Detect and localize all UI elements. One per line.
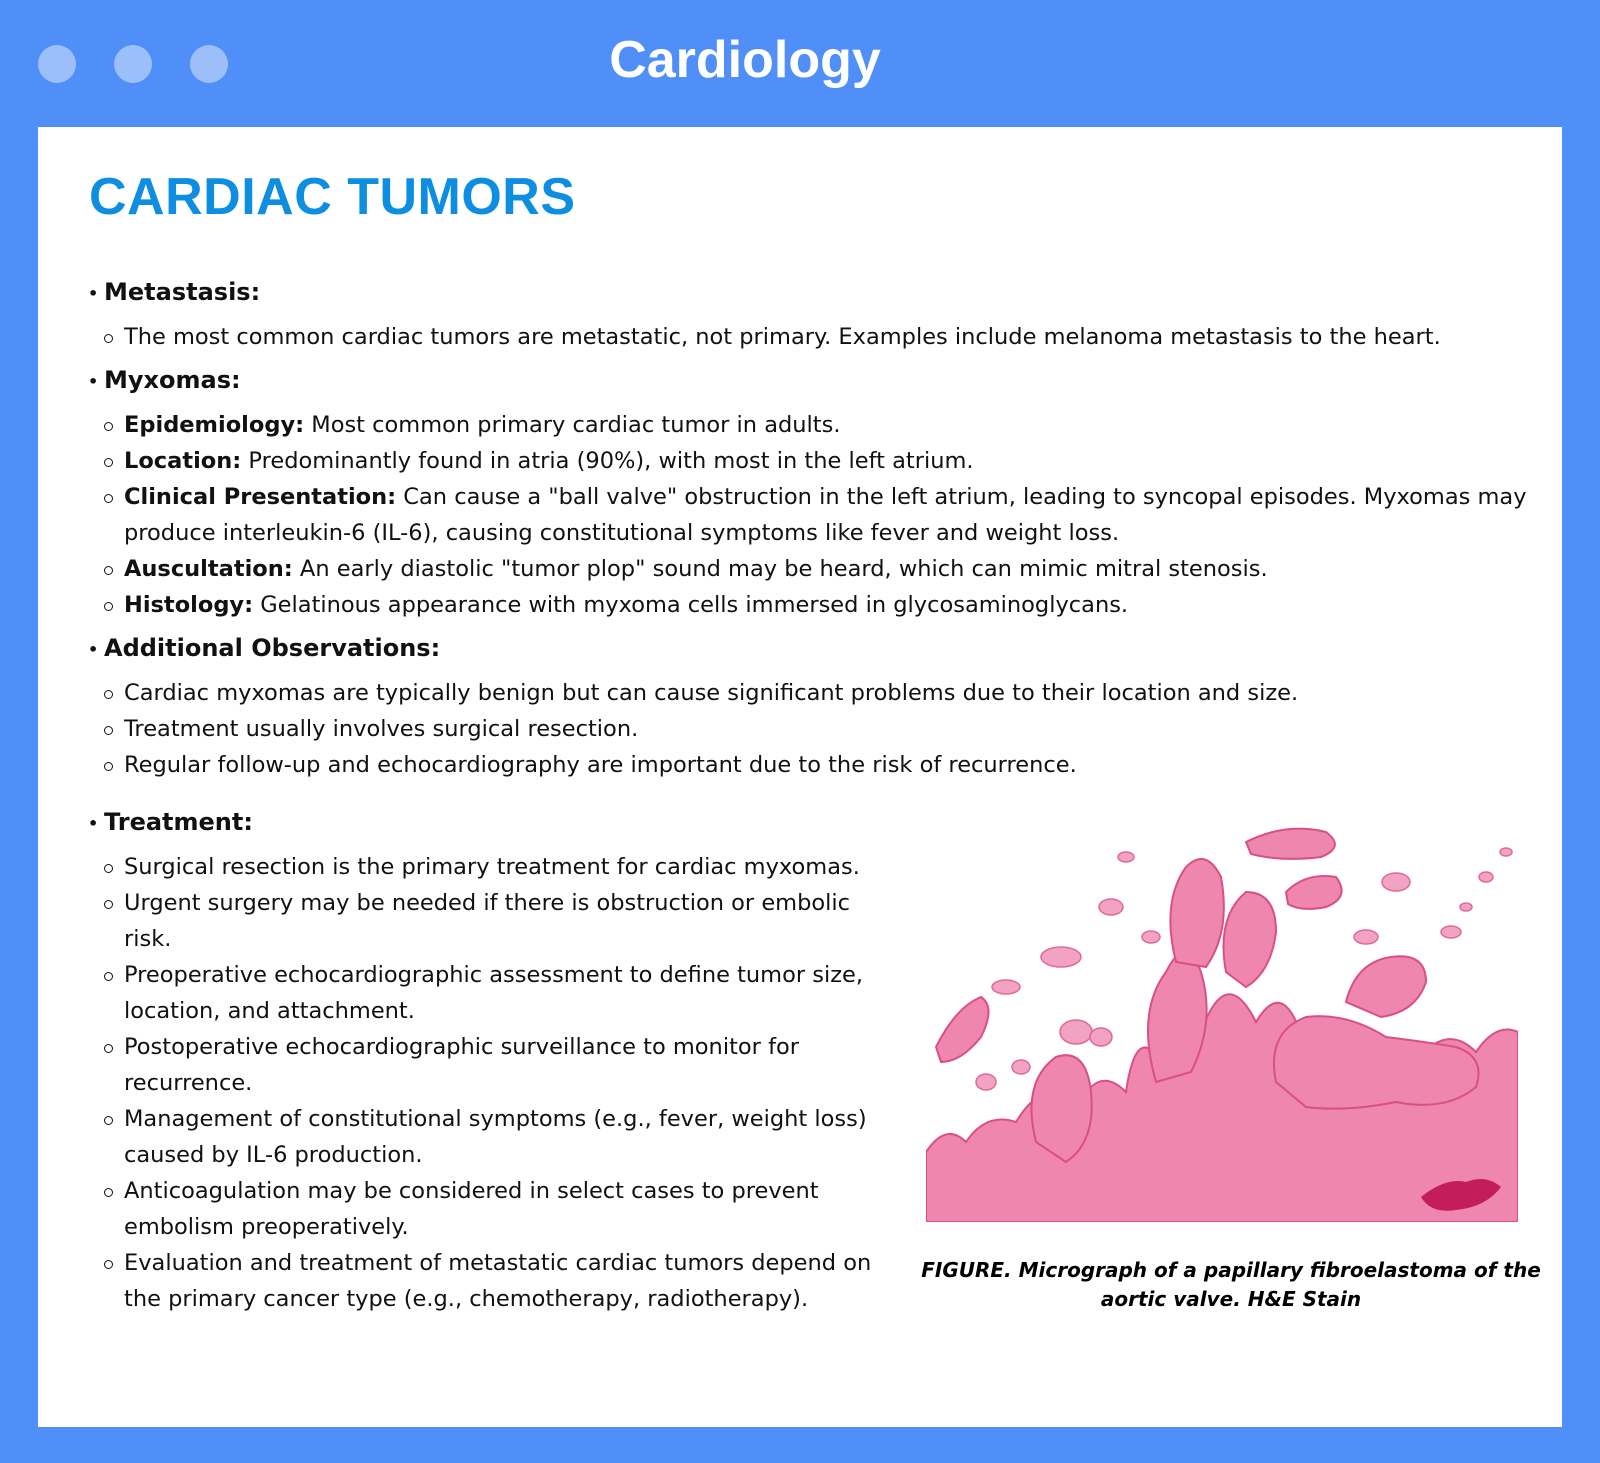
list-item <box>88 1101 888 1173</box>
content-panel <box>38 127 1562 1427</box>
item-text: Gelatinous appearance with myxoma cells immersed in glycosaminoglycans. <box>253 592 1129 618</box>
item-text: An early diastolic "tumor plop" sound may be heard, which can mimic mitral stenosis. <box>292 556 1268 582</box>
item-text: Anticoagulation may be considered in select cases to prevent embolism preoperatively. <box>124 1178 819 1240</box>
section-title: • Treatment: <box>88 807 888 837</box>
list-item <box>88 1245 888 1317</box>
item-text: Surgical resection is the primary treatment for cardiac myxomas. <box>124 854 860 880</box>
list-item <box>88 1029 888 1101</box>
list-item <box>88 551 1528 587</box>
list-item <box>88 747 1528 783</box>
list-item <box>88 957 888 1029</box>
window-title: Cardiology <box>609 31 881 89</box>
section-treatment <box>88 807 888 1317</box>
section-title: • Myxomas: <box>88 365 1528 395</box>
section-title: • Additional Observations: <box>88 633 1528 663</box>
section-metastasis <box>88 277 1528 355</box>
figure <box>921 822 1541 1314</box>
figure-caption: FIGURE. Micrograph of a papillary fibroelastoma of the aortic valve. H&E Stain <box>921 1258 1541 1311</box>
page-title: CARDIAC TUMORS <box>89 168 576 226</box>
item-label: Epidemiology: <box>124 412 305 438</box>
item-text: Treatment usually involves surgical resection. <box>124 716 639 742</box>
section-myxomas <box>88 365 1528 623</box>
item-text: Evaluation and treatment of metastatic cardiac tumors depend on the primary cancer type (e.g., chemotherapy, radiotherapy). <box>124 1250 872 1312</box>
micrograph-image <box>926 822 1518 1222</box>
item-text: Most common primary cardiac tumor in adults. <box>304 412 841 438</box>
list-item <box>88 587 1528 623</box>
list-item <box>88 443 1528 479</box>
item-text: Management of constitutional symptoms (e.g., fever, weight loss) caused by IL-6 production. <box>124 1106 867 1168</box>
list-item <box>88 885 888 957</box>
section-list <box>88 319 1528 355</box>
list-item <box>88 711 1528 747</box>
item-text: The most common cardiac tumors are metastatic, not primary. Examples include melanoma metastasis to the heart. <box>124 324 1441 350</box>
section-list <box>88 675 1528 783</box>
item-text: Urgent surgery may be needed if there is obstruction or embolic risk. <box>124 890 851 952</box>
list-item <box>88 319 1528 355</box>
section-list <box>88 407 1528 623</box>
list-item <box>88 479 1528 551</box>
item-text: Postoperative echocardiographic surveillance to monitor for recurrence. <box>124 1034 799 1096</box>
section-additional-observations <box>88 633 1528 783</box>
item-text: Can cause a "ball valve" obstruction in the left atrium, leading to syncopal episodes. Myxomas may produce interleukin-6 (IL-6), causing constitutional symptoms like fever and weight loss. <box>124 484 1527 546</box>
list-item <box>88 849 888 885</box>
item-text: Cardiac myxomas are typically benign but can cause significant problems due to their location and size. <box>124 680 1299 706</box>
list-item <box>88 1173 888 1245</box>
item-label: Clinical Presentation: <box>124 484 397 510</box>
item-label: Location: <box>124 448 242 474</box>
item-text: Predominantly found in atria (90%), with most in the left atrium. <box>241 448 974 474</box>
list-item <box>88 675 1528 711</box>
item-label: Histology: <box>124 592 254 618</box>
window-titlebar <box>0 0 1600 127</box>
item-text: Preoperative echocardiographic assessment to define tumor size, location, and attachment. <box>124 962 864 1024</box>
list-item <box>88 407 1528 443</box>
section-list <box>88 849 888 1317</box>
item-text: Regular follow-up and echocardiography are important due to the risk of recurrence. <box>124 752 1077 778</box>
section-title: • Metastasis: <box>88 277 1528 307</box>
item-label: Auscultation: <box>124 556 293 582</box>
